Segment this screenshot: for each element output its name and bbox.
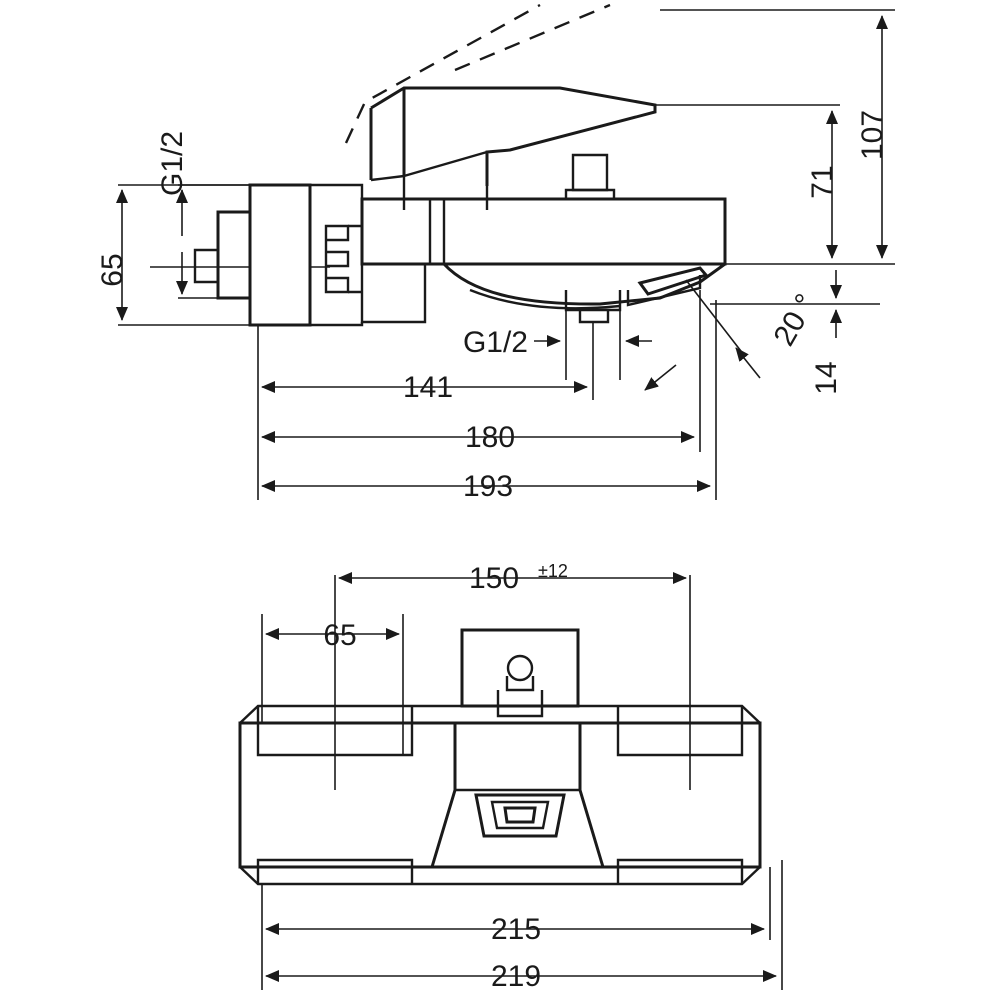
- mixer-body-side: [362, 199, 725, 322]
- diverter-knob: [566, 155, 614, 199]
- dimension-65-front: [262, 614, 403, 755]
- dimension-g12-inlet: [156, 131, 250, 298]
- dimension-180: [258, 290, 700, 454]
- dimension-label-14: 14: [810, 361, 843, 395]
- dimension-label-219: 219: [490, 960, 542, 993]
- dimension-65-vertical: [96, 185, 250, 325]
- dimension-71-vertical: [655, 105, 840, 258]
- front-elevation-view: [240, 561, 782, 993]
- dimension-label-180: 180: [464, 421, 516, 454]
- lever-handle: [371, 88, 655, 210]
- dimension-label-150-tolerance: ±12: [538, 561, 568, 581]
- dimension-label-20deg: 20 °: [767, 288, 823, 352]
- dimension-107-vertical: [660, 10, 895, 264]
- dimension-angle-20: [686, 280, 823, 378]
- dimension-g12-outlet: [463, 310, 652, 380]
- dimension-215: [262, 867, 770, 946]
- dimension-label-g12-outlet: G1/2: [462, 326, 528, 359]
- dimension-label-107: 107: [856, 109, 889, 161]
- dimension-label-65-front: 65: [323, 619, 357, 652]
- dimension-label-150: 150: [468, 562, 520, 595]
- dimension-label-65-side: 65: [96, 253, 129, 287]
- dimension-141: [258, 322, 593, 404]
- wall-union-left: [195, 185, 362, 325]
- mixer-body-front: [240, 630, 760, 884]
- dimension-label-193: 193: [462, 470, 514, 503]
- lever-open-position-dashed: [346, 5, 610, 143]
- side-elevation-view: [96, 5, 895, 503]
- dimension-label-71: 71: [806, 165, 839, 199]
- dimension-label-215: 215: [490, 913, 542, 946]
- dimension-label-141: 141: [402, 371, 454, 404]
- dimension-label-g12-inlet: G1/2: [156, 130, 189, 196]
